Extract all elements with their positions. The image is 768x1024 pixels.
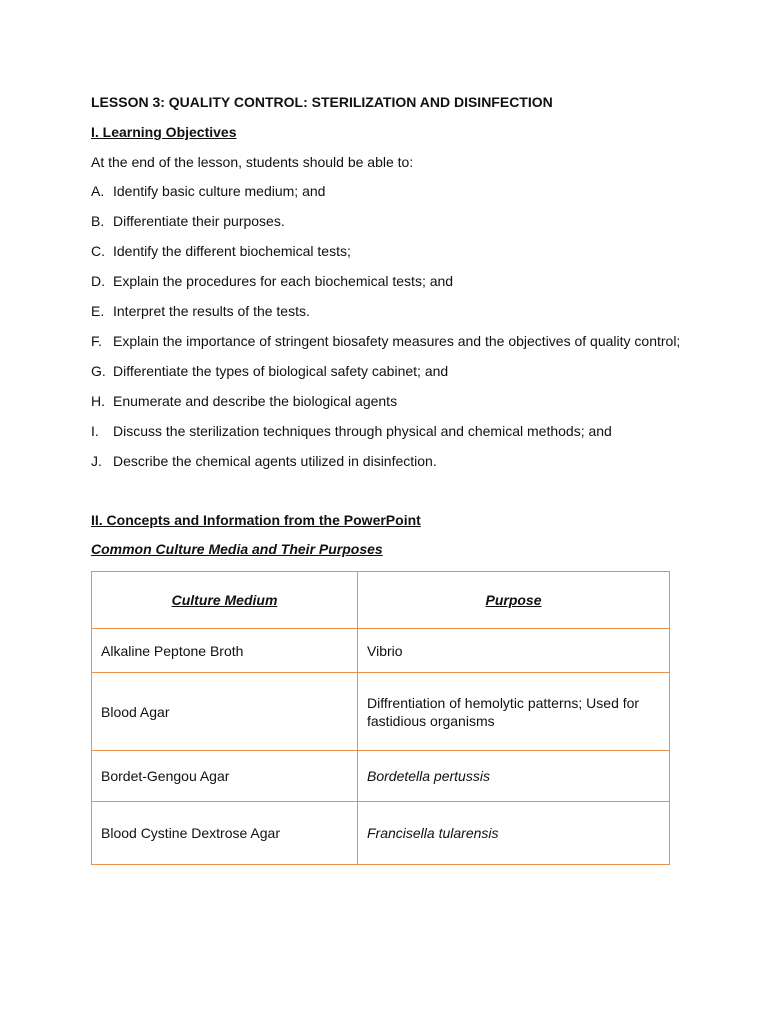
table-caption: Common Culture Media and Their Purposes: [91, 541, 383, 557]
table-cell-medium: Blood Cystine Dextrose Agar: [92, 802, 358, 865]
culture-media-table: [91, 571, 670, 865]
list-item-letter: C.: [91, 243, 105, 259]
list-item-text: Identify the different biochemical tests;: [113, 243, 351, 259]
section-heading-learning-objectives: I. Learning Objectives: [91, 124, 237, 140]
list-item: [91, 182, 681, 200]
list-item-letter: E.: [91, 303, 105, 319]
objectives-list: [91, 182, 681, 470]
list-item: [91, 332, 681, 350]
objectives-intro: At the end of the lesson, students should be able to:: [91, 154, 414, 170]
list-item-letter: H.: [91, 393, 105, 409]
table-cell-purpose: Francisella tularensis: [358, 802, 670, 865]
table-cell-medium: Alkaline Peptone Broth: [92, 629, 358, 673]
table-row: [92, 673, 670, 751]
list-item-letter: D.: [91, 273, 105, 289]
list-item-text: Explain the procedures for each biochemical tests; and: [113, 273, 454, 289]
section-heading-concepts: II. Concepts and Information from the PowerPoint: [91, 512, 421, 528]
list-item: [91, 392, 681, 410]
table-row: [92, 802, 670, 865]
list-item-letter: A.: [91, 183, 105, 199]
list-item: [91, 302, 681, 320]
list-item-text: Describe the chemical agents utilized in disinfection.: [113, 453, 437, 469]
table-cell-medium: Bordet-Gengou Agar: [92, 751, 358, 802]
list-item-text: Discuss the sterilization techniques through physical and chemical methods; and: [113, 423, 612, 439]
table-header-purpose: Purpose: [358, 572, 670, 629]
list-item-text: Differentiate the types of biological safety cabinet; and: [113, 363, 449, 379]
list-item: [91, 272, 681, 290]
table-cell-purpose: Bordetella pertussis: [358, 751, 670, 802]
document-page: [91, 92, 681, 865]
list-item-letter: B.: [91, 213, 105, 229]
list-item-letter: J.: [91, 453, 102, 469]
list-item-letter: I.: [91, 423, 99, 439]
table-cell-medium: Blood Agar: [92, 673, 358, 751]
lesson-title: LESSON 3: QUALITY CONTROL: STERILIZATION AND DISINFECTION: [91, 94, 553, 110]
list-item-text: Enumerate and describe the biological agents: [113, 393, 398, 409]
list-item-text: Explain the importance of stringent biosafety measures and the objectives of quality control;: [113, 333, 681, 349]
table-cell-purpose: Diffrentiation of hemolytic patterns; Used for fastidious organisms: [358, 673, 670, 751]
list-item: [91, 212, 681, 230]
table-header-row: [92, 572, 670, 629]
list-item-text: Interpret the results of the tests.: [113, 303, 310, 319]
list-item-letter: F.: [91, 333, 102, 349]
list-item-text: Identify basic culture medium; and: [113, 183, 326, 199]
table-header-culture-medium: Culture Medium: [92, 572, 358, 629]
list-item-letter: G.: [91, 363, 106, 379]
table-row: [92, 751, 670, 802]
list-item: [91, 362, 681, 380]
table-row: [92, 629, 670, 673]
list-item: [91, 242, 681, 260]
table-cell-purpose: Vibrio: [358, 629, 670, 673]
list-item: [91, 452, 681, 470]
list-item: [91, 422, 681, 440]
list-item-text: Differentiate their purposes.: [113, 213, 285, 229]
